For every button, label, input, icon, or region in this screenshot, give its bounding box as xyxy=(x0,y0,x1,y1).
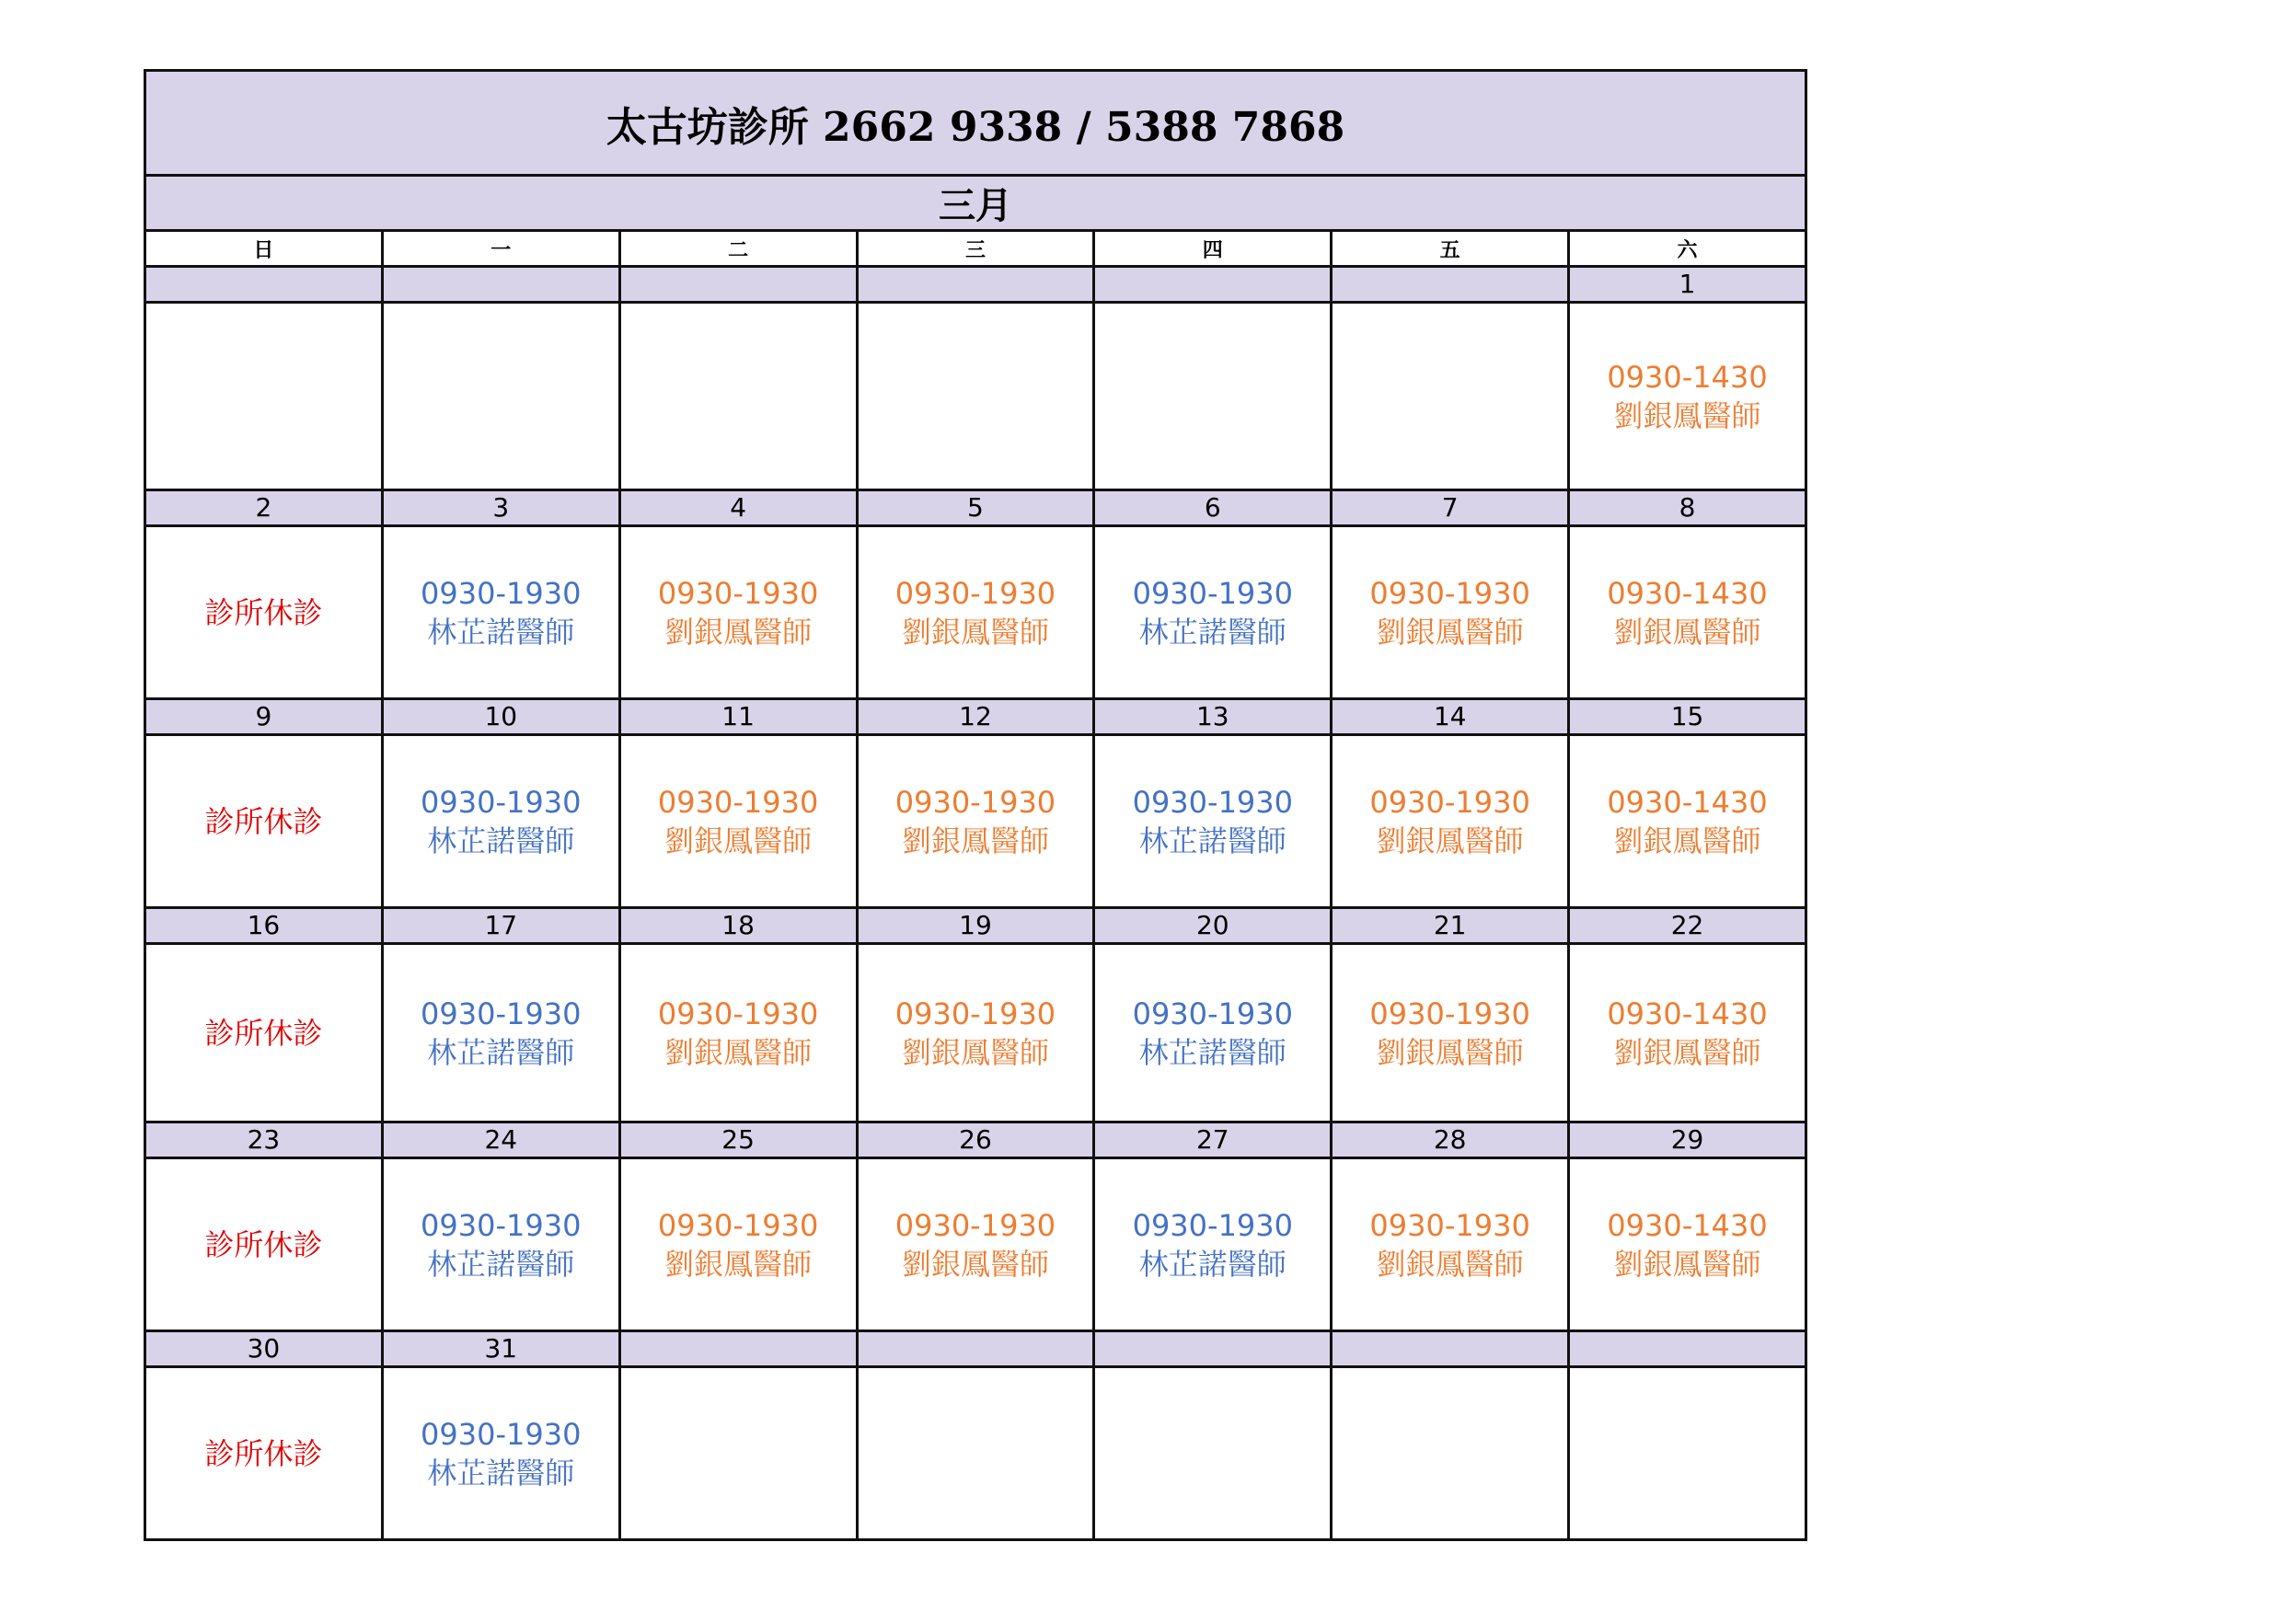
date-number-row xyxy=(145,490,1806,526)
month-row xyxy=(145,176,1806,231)
date-number xyxy=(857,267,1094,303)
doctor-name: 劉銀鳳醫師 xyxy=(901,1034,1049,1070)
clinic-hours: 0930-1930 xyxy=(1132,996,1293,1031)
clinic-hours: 0930-1930 xyxy=(421,1416,582,1452)
doctor-name: 劉銀鳳醫師 xyxy=(1376,1034,1524,1070)
day-schedule-cell xyxy=(857,1158,1094,1331)
day-schedule-cell xyxy=(1332,944,1569,1122)
date-number: 1 xyxy=(1569,267,1806,303)
day-schedule-cell xyxy=(145,944,383,1122)
date-number: 31 xyxy=(382,1331,619,1367)
date-number: 27 xyxy=(1094,1122,1332,1158)
day-schedule-cell xyxy=(1332,735,1569,908)
clinic-hours: 0930-1930 xyxy=(894,996,1056,1031)
doctor-name: 林芷諾醫師 xyxy=(1138,1034,1286,1070)
doctor-name: 劉銀鳳醫師 xyxy=(664,614,813,650)
date-number xyxy=(1094,267,1332,303)
day-schedule-cell xyxy=(1094,526,1332,699)
date-number-row xyxy=(145,699,1806,735)
doctor-name: 林芷諾醫師 xyxy=(1138,1246,1286,1282)
schedule-row xyxy=(145,944,1806,1122)
date-number: 17 xyxy=(382,908,619,944)
doctor-name: 劉銀鳳醫師 xyxy=(1613,614,1761,650)
doctor-name: 劉銀鳳醫師 xyxy=(1376,1246,1524,1282)
date-number: 21 xyxy=(1332,908,1569,944)
day-schedule-cell xyxy=(1569,1158,1806,1331)
clinic-hours: 0930-1430 xyxy=(1607,575,1768,611)
day-schedule-cell xyxy=(1569,944,1806,1122)
day-schedule-cell xyxy=(1094,735,1332,908)
day-schedule-cell xyxy=(382,526,619,699)
weekday-sun: 日 xyxy=(145,231,383,267)
date-number: 28 xyxy=(1332,1122,1569,1158)
clinic-hours: 0930-1430 xyxy=(1607,996,1768,1031)
day-schedule-cell xyxy=(1569,735,1806,908)
doctor-name: 林芷諾醫師 xyxy=(1138,823,1286,858)
clinic-hours: 0930-1930 xyxy=(1132,784,1293,820)
date-number: 13 xyxy=(1094,699,1332,735)
date-number: 23 xyxy=(145,1122,383,1158)
day-schedule-cell xyxy=(1094,303,1332,490)
date-number: 30 xyxy=(145,1331,383,1367)
doctor-name: 劉銀鳳醫師 xyxy=(664,1034,813,1070)
date-number-row xyxy=(145,908,1806,944)
day-schedule-cell xyxy=(1332,303,1569,490)
date-number: 16 xyxy=(145,908,383,944)
date-number: 10 xyxy=(382,699,619,735)
doctor-name: 劉銀鳳醫師 xyxy=(1613,1034,1761,1070)
date-number: 11 xyxy=(619,699,857,735)
date-number: 5 xyxy=(857,490,1094,526)
day-schedule-cell xyxy=(1569,303,1806,490)
date-number: 8 xyxy=(1569,490,1806,526)
day-schedule-cell xyxy=(857,303,1094,490)
clinic-hours: 0930-1930 xyxy=(657,1207,819,1243)
doctor-name: 劉銀鳳醫師 xyxy=(1376,823,1524,858)
clinic-hours: 0930-1930 xyxy=(421,575,582,611)
day-schedule-cell xyxy=(1569,526,1806,699)
clinic-hours: 0930-1930 xyxy=(421,1207,582,1243)
clinic-closed-label: 診所休診 xyxy=(204,594,323,630)
date-number: 26 xyxy=(857,1122,1094,1158)
day-schedule-cell xyxy=(1094,1367,1332,1540)
clinic-hours: 0930-1930 xyxy=(894,1207,1056,1243)
day-schedule-cell xyxy=(145,1367,383,1540)
clinic-hours: 0930-1930 xyxy=(657,996,819,1031)
doctor-name: 林芷諾醫師 xyxy=(427,1455,575,1491)
clinic-hours: 0930-1930 xyxy=(1369,784,1530,820)
day-schedule-cell xyxy=(382,735,619,908)
date-number: 18 xyxy=(619,908,857,944)
doctor-name: 劉銀鳳醫師 xyxy=(1613,823,1761,858)
day-schedule-cell xyxy=(145,526,383,699)
date-number-row xyxy=(145,1122,1806,1158)
date-number: 15 xyxy=(1569,699,1806,735)
clinic-hours: 0930-1930 xyxy=(1369,1207,1530,1243)
day-schedule-cell xyxy=(1332,1158,1569,1331)
doctor-name: 林芷諾醫師 xyxy=(427,823,575,858)
date-number-row xyxy=(145,267,1806,303)
weekday-header-row xyxy=(145,231,1806,267)
weekday-thu: 四 xyxy=(1094,231,1332,267)
clinic-hours: 0930-1930 xyxy=(421,996,582,1031)
date-number: 2 xyxy=(145,490,383,526)
day-schedule-cell xyxy=(145,1158,383,1331)
day-schedule-cell xyxy=(145,735,383,908)
clinic-hours: 0930-1930 xyxy=(421,784,582,820)
day-schedule-cell xyxy=(1332,526,1569,699)
schedule-row xyxy=(145,735,1806,908)
title-row xyxy=(145,71,1806,176)
date-number-row xyxy=(145,1331,1806,1367)
date-number: 14 xyxy=(1332,699,1569,735)
date-number xyxy=(619,267,857,303)
clinic-hours: 0930-1430 xyxy=(1607,784,1768,820)
schedule-row xyxy=(145,303,1806,490)
doctor-name: 劉銀鳳醫師 xyxy=(664,1246,813,1282)
clinic-hours: 0930-1930 xyxy=(1132,1207,1293,1243)
day-schedule-cell xyxy=(1569,1367,1806,1540)
date-number xyxy=(382,267,619,303)
month-title: 三月 xyxy=(145,176,1806,231)
day-schedule-cell xyxy=(619,735,857,908)
doctor-name: 劉銀鳳醫師 xyxy=(1613,397,1761,433)
clinic-hours: 0930-1930 xyxy=(894,575,1056,611)
weekday-tue: 二 xyxy=(619,231,857,267)
clinic-hours: 0930-1930 xyxy=(1369,996,1530,1031)
date-number: 20 xyxy=(1094,908,1332,944)
date-number: 25 xyxy=(619,1122,857,1158)
date-number: 9 xyxy=(145,699,383,735)
date-number xyxy=(1094,1331,1332,1367)
day-schedule-cell xyxy=(382,303,619,490)
day-schedule-cell xyxy=(619,1158,857,1331)
date-number xyxy=(145,267,383,303)
clinic-hours: 0930-1430 xyxy=(1607,359,1768,395)
date-number: 22 xyxy=(1569,908,1806,944)
day-schedule-cell xyxy=(1094,1158,1332,1331)
clinic-schedule-calendar xyxy=(144,69,1807,1541)
doctor-name: 林芷諾醫師 xyxy=(427,1246,575,1282)
date-number: 29 xyxy=(1569,1122,1806,1158)
day-schedule-cell xyxy=(382,1158,619,1331)
doctor-name: 林芷諾醫師 xyxy=(427,1034,575,1070)
day-schedule-cell xyxy=(857,526,1094,699)
clinic-hours: 0930-1930 xyxy=(1132,575,1293,611)
weekday-mon: 一 xyxy=(382,231,619,267)
date-number: 24 xyxy=(382,1122,619,1158)
clinic-hours: 0930-1930 xyxy=(1369,575,1530,611)
date-number: 12 xyxy=(857,699,1094,735)
weekday-sat: 六 xyxy=(1569,231,1806,267)
date-number: 19 xyxy=(857,908,1094,944)
date-number xyxy=(857,1331,1094,1367)
clinic-hours: 0930-1430 xyxy=(1607,1207,1768,1243)
day-schedule-cell xyxy=(1332,1367,1569,1540)
schedule-row xyxy=(145,526,1806,699)
doctor-name: 劉銀鳳醫師 xyxy=(901,614,1049,650)
doctor-name: 劉銀鳳醫師 xyxy=(664,823,813,858)
doctor-name: 劉銀鳳醫師 xyxy=(1376,614,1524,650)
day-schedule-cell xyxy=(619,303,857,490)
weekday-fri: 五 xyxy=(1332,231,1569,267)
day-schedule-cell xyxy=(145,303,383,490)
clinic-title: 太古坊診所 2662 9338 / 5388 7868 xyxy=(145,71,1806,176)
schedule-row xyxy=(145,1158,1806,1331)
clinic-hours: 0930-1930 xyxy=(657,575,819,611)
date-number: 4 xyxy=(619,490,857,526)
date-number: 6 xyxy=(1094,490,1332,526)
clinic-hours: 0930-1930 xyxy=(657,784,819,820)
clinic-closed-label: 診所休診 xyxy=(204,1435,323,1471)
day-schedule-cell xyxy=(857,1367,1094,1540)
clinic-closed-label: 診所休診 xyxy=(204,1015,323,1051)
date-number xyxy=(1332,1331,1569,1367)
date-number xyxy=(1569,1331,1806,1367)
day-schedule-cell xyxy=(382,944,619,1122)
clinic-closed-label: 診所休診 xyxy=(204,803,323,839)
clinic-hours: 0930-1930 xyxy=(894,784,1056,820)
date-number xyxy=(619,1331,857,1367)
day-schedule-cell xyxy=(619,1367,857,1540)
schedule-row xyxy=(145,1367,1806,1540)
day-schedule-cell xyxy=(857,944,1094,1122)
doctor-name: 劉銀鳳醫師 xyxy=(1613,1246,1761,1282)
doctor-name: 劉銀鳳醫師 xyxy=(901,823,1049,858)
doctor-name: 林芷諾醫師 xyxy=(1138,614,1286,650)
weekday-wed: 三 xyxy=(857,231,1094,267)
doctor-name: 劉銀鳳醫師 xyxy=(901,1246,1049,1282)
date-number xyxy=(1332,267,1569,303)
day-schedule-cell xyxy=(619,526,857,699)
day-schedule-cell xyxy=(382,1367,619,1540)
clinic-closed-label: 診所休診 xyxy=(204,1226,323,1262)
doctor-name: 林芷諾醫師 xyxy=(427,614,575,650)
day-schedule-cell xyxy=(619,944,857,1122)
date-number: 3 xyxy=(382,490,619,526)
day-schedule-cell xyxy=(857,735,1094,908)
day-schedule-cell xyxy=(1094,944,1332,1122)
date-number: 7 xyxy=(1332,490,1569,526)
